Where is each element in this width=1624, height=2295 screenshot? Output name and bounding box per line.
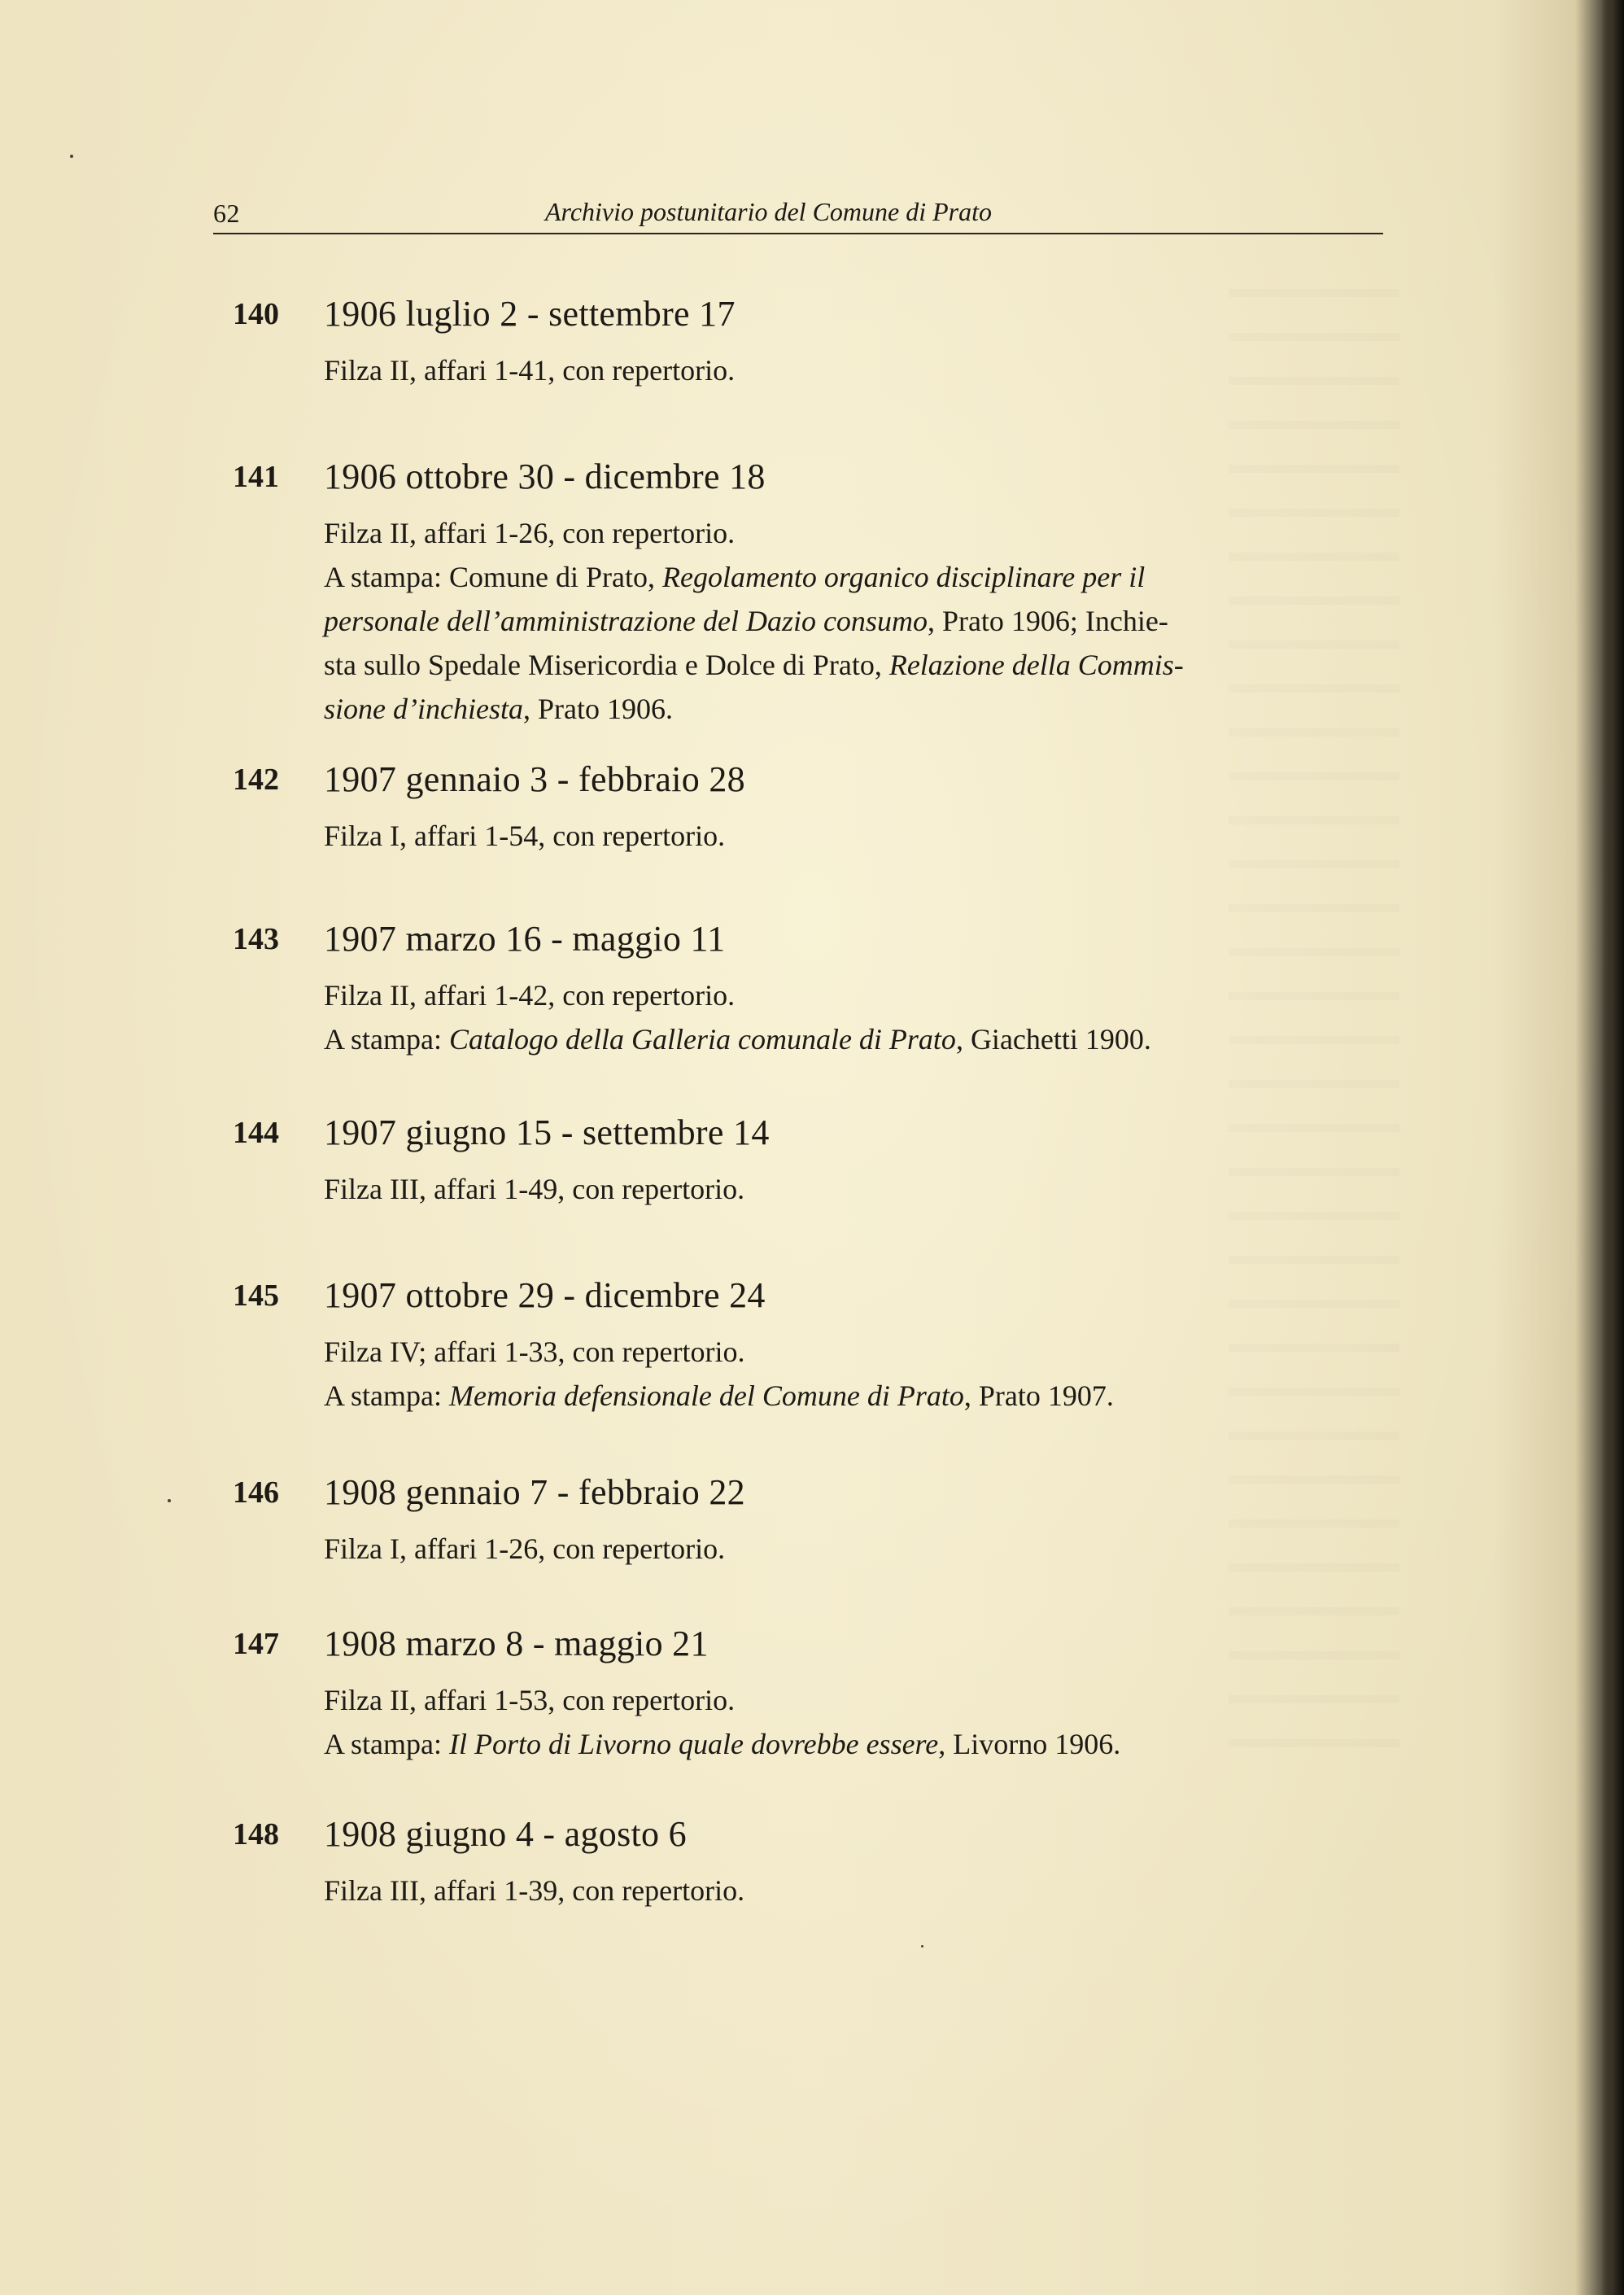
entry-number: 148 [233,1817,279,1851]
entry-line: Filza III, affari 1-49, con repertorio. [324,1173,745,1205]
publication-title: Relazione della Commis- [888,649,1184,681]
entry-line: A stampa: Comune di Prato, Regolamento organico disciplinare per il [324,561,1146,593]
entry-dates: 1907 ottobre 29 - dicembre 24 [324,1275,766,1315]
publication-title: sione d’inchiesta [324,693,523,725]
entry-number: 140 [233,297,279,331]
entry-number: 141 [233,460,279,494]
paper-speck [70,155,73,158]
entry-line: Filza IV; affari 1-33, con repertorio. [324,1335,745,1368]
entry-description [324,1167,1382,1211]
publication-title: Il Porto di Livorno quale dovrebbe essere [448,1728,939,1760]
entry-number: 147 [233,1627,279,1661]
entry-line: sta sullo Spedale Misericordia e Dolce di Prato, Relazione della Commis- [324,649,1184,681]
publication-title: Memoria defensionale del Comune di Prato [448,1379,964,1412]
entry-line: Filza III, affari 1-39, con repertorio. [324,1874,745,1907]
entry-description [324,1330,1382,1418]
entry-line: A stampa: Catalogo della Galleria comunale di Prato, Giachetti 1900. [324,1023,1151,1056]
entry-number: 145 [233,1279,279,1313]
publication-title: Catalogo della Galleria comunale di Prato [448,1023,956,1056]
entry-dates: 1907 gennaio 3 - febbraio 28 [324,759,745,799]
entry-dates: 1907 giugno 15 - settembre 14 [324,1113,770,1152]
entry-description [324,1678,1382,1766]
page-header [213,194,1383,234]
entry-description [324,1869,1382,1912]
book-spine-shadow [1601,0,1624,2295]
running-head: Archivio postunitario del Comune di Prato [545,197,992,226]
entry-dates: 1906 ottobre 30 - dicembre 18 [324,457,766,496]
entry-dates: 1908 giugno 4 - agosto 6 [324,1814,687,1854]
publication-title: Regolamento organico disciplinare per il [661,561,1146,593]
entry-description [324,348,1382,392]
entry-description [324,973,1382,1061]
entry-line: A stampa: Il Porto di Livorno quale dovrebbe essere, Livorno 1906. [324,1728,1121,1760]
entry-dates: 1906 luglio 2 - settembre 17 [324,294,736,334]
entry-line: Filza II, affari 1-41, con repertorio. [324,354,736,387]
entry-line: personale dell’amministrazione del Dazio consumo, Prato 1906; Inchie- [324,605,1168,637]
paper-speck [921,1945,923,1947]
publication-title: personale dell’amministrazione del Dazio consumo [324,605,928,637]
entry-number: 146 [233,1475,279,1510]
entry-description [324,814,1382,858]
entry-number: 142 [233,763,279,797]
entry-line: Filza II, affari 1-42, con repertorio. [324,979,736,1012]
entry-description [324,1527,1382,1571]
paper-speck [168,1499,171,1502]
entry-line: A stampa: Memoria defensionale del Comune di Prato, Prato 1907. [324,1379,1114,1412]
entry-description [324,511,1382,731]
entry-dates: 1907 marzo 16 - maggio 11 [324,919,726,959]
entry-line: Filza II, affari 1-26, con repertorio. [324,517,736,549]
entry-line: sione d’inchiesta, Prato 1906. [324,693,673,725]
entry-dates: 1908 marzo 8 - maggio 21 [324,1624,709,1663]
entry-number: 143 [233,922,279,956]
page-number: 62 [213,199,240,228]
entry-number: 144 [233,1116,279,1150]
entry-line: Filza I, affari 1-54, con repertorio. [324,820,726,852]
entry-dates: 1908 gennaio 7 - febbraio 22 [324,1472,745,1512]
entry-line: Filza II, affari 1-53, con repertorio. [324,1684,736,1716]
entry-line: Filza I, affari 1-26, con repertorio. [324,1532,726,1565]
